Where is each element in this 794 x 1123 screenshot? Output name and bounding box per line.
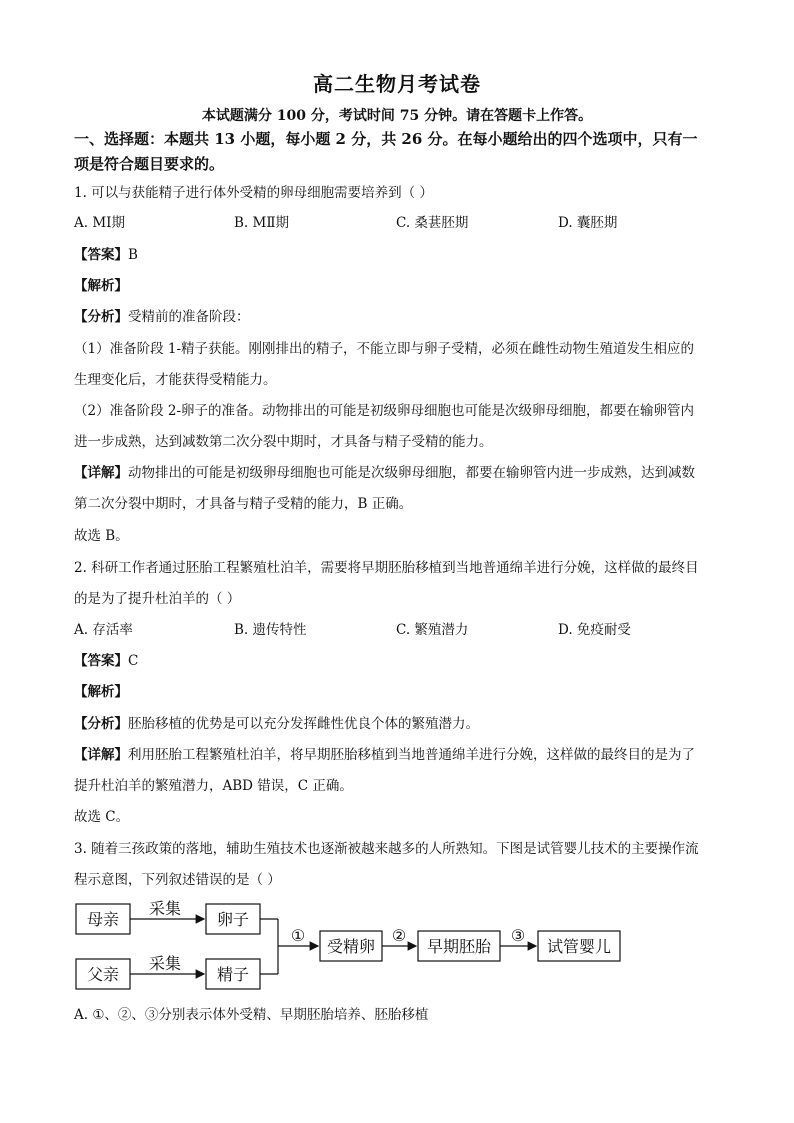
q2-stem-line1: 2. 科研工作者通过胚胎工程繁殖杜泊羊，需要将早期胚胎移植到当地普通绵羊进行分娩，这样做的最终目 [74, 560, 699, 576]
exam-title: 高二生物月考试卷 [313, 72, 481, 96]
q1-option-b: B. MⅡ期 [234, 215, 290, 231]
ivf-baby-label: 试管婴儿 [546, 937, 612, 956]
q1-xiangjie [74, 464, 695, 482]
collect-label-father: 采集 [148, 954, 182, 973]
q2-option-c: C. 繁殖潜力 [396, 622, 469, 638]
exam-subtitle: 本试题满分 100 分，考试时间 75 分钟。请在答题卡上作答。 [201, 108, 593, 124]
q2-xiangjie-tag: 【详解】 [74, 747, 128, 763]
q2-option-d: D. 免疫耐受 [558, 622, 631, 638]
q1-stem: 1. 可以与获能精子进行体外受精的卵母细胞需要培养到（ ） [74, 185, 433, 201]
q2-analysis-tag: 【解析】 [74, 684, 128, 700]
early-embryo-label: 早期胚胎 [426, 937, 492, 956]
q3-stem-line1: 3. 随着三孩政策的落地，辅助生殖技术也逐渐被越来越多的人所熟知。下图是试管婴儿技术的主要操作流 [74, 841, 699, 857]
q2-conclusion: 故选 C。 [74, 809, 130, 825]
q1-point1-line2: 生理变化后，才能获得受精能力。 [74, 372, 277, 388]
fertilized-egg-label: 受精卵 [326, 937, 376, 956]
q1-answer-value: B [128, 247, 138, 263]
q3-stem-line2: 程示意图，下列叙述错误的是（ ） [74, 872, 281, 888]
q2-answer-value: C [128, 653, 139, 669]
q1-analysis-tag: 【解析】 [74, 278, 128, 294]
q2-xiangjie-line2: 提升杜泊羊的繁殖潜力，ABD 错误，C 正确。 [74, 778, 353, 794]
q2-fenxi [74, 715, 479, 733]
sperm-label: 精子 [216, 965, 250, 984]
q1-point1-line1: （1）准备阶段 1-精子获能。刚刚排出的精子，不能立即与卵子受精，必须在雌性动物生殖道发生相应的 [74, 341, 695, 357]
q1-xiangjie-tag: 【详解】 [74, 465, 128, 481]
step3-label: ③ [510, 926, 526, 945]
q2-stem-line2: 的是为了提升杜泊羊的（ ） [74, 591, 241, 607]
q1-fenxi [74, 308, 250, 326]
section-heading-line2: 项是符合题目要求的。 [74, 155, 225, 173]
q1-point2-line2: 进一步成熟，达到减数第二次分裂中期时，才具备与精子受精的能力。 [74, 434, 493, 450]
q1-option-d: D. 囊胚期 [558, 215, 618, 231]
q2-option-b: B. 遗传特性 [234, 622, 307, 638]
q1-xiangjie-line2: 第二次分裂中期时，才具备与精子受精的能力，B 正确。 [74, 496, 413, 512]
q1-conclusion: 故选 B。 [74, 528, 129, 544]
step2-label: ② [391, 926, 407, 945]
q1-answer-tag: 【答案】 [74, 247, 128, 263]
q2-fenxi-tag: 【分析】 [74, 716, 128, 732]
ivf-flow-diagram [70, 896, 630, 996]
q1-answer [74, 246, 138, 264]
father-label: 父亲 [86, 965, 120, 984]
q1-fenxi-text: 受精前的准备阶段： [128, 309, 250, 325]
q2-xiangjie-text: 利用胚胎工程繁殖杜泊羊，将早期胚胎移植到当地普通绵羊进行分娩，这样做的最终目的是为了 [128, 747, 695, 763]
q2-answer [74, 652, 138, 670]
q2-xiangjie [74, 746, 695, 764]
mother-label: 母亲 [86, 910, 120, 929]
q1-option-c: C. 桑葚胚期 [396, 215, 469, 231]
q1-point2-line1: （2）准备阶段 2-卵子的准备。动物排出的可能是初级卵母细胞也可能是次级卵母细胞，都要在输卵管内 [74, 403, 695, 419]
q2-fenxi-text: 胚胎移植的优势是可以充分发挥雌性优良个体的繁殖潜力。 [128, 716, 479, 732]
collect-label-mother: 采集 [148, 899, 182, 918]
q2-option-a: A. 存活率 [74, 622, 133, 638]
step1-label: ① [290, 926, 306, 945]
egg-label: 卵子 [216, 910, 250, 929]
q2-answer-tag: 【答案】 [74, 653, 128, 669]
q1-fenxi-tag: 【分析】 [74, 309, 128, 325]
q3-option-a: A. ①、②、③分别表示体外受精、早期胚胎培养、胚胎移植 [74, 1007, 429, 1023]
q1-option-a: A. MⅠ期 [74, 215, 125, 231]
section-heading-line1: 一、选择题：本题共 13 小题，每小题 2 分，共 26 分。在每小题给出的四个选项中，只有一 [74, 130, 698, 148]
q1-xiangjie-text: 动物排出的可能是初级卵母细胞也可能是次级卵母细胞，都要在输卵管内进一步成熟，达到减数 [128, 465, 695, 481]
